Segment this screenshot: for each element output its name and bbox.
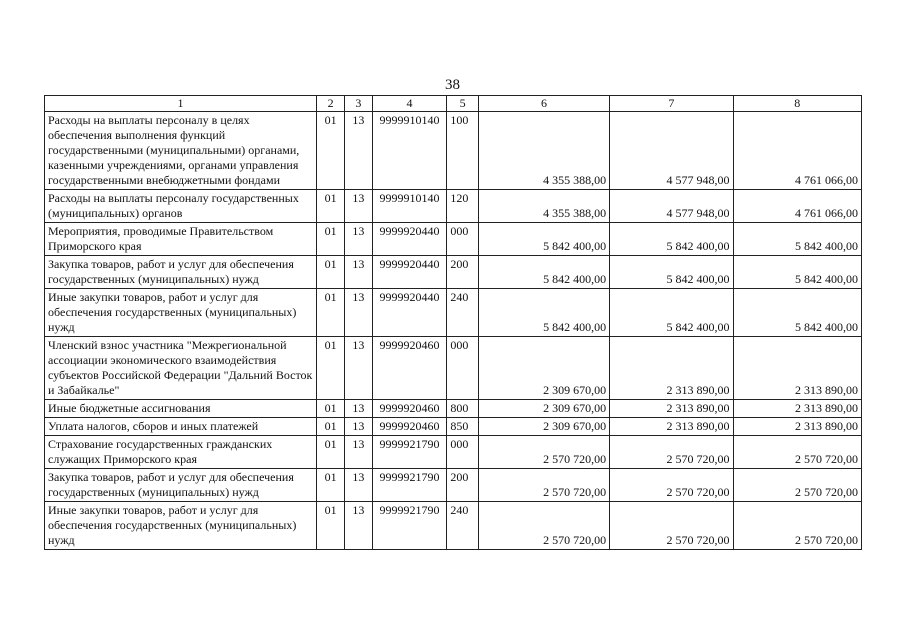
budget-table xyxy=(44,95,862,550)
amount-col-7: 5 842 400,00 xyxy=(610,223,733,256)
amount-col-8: 2 313 890,00 xyxy=(733,337,861,400)
column-header: 2 xyxy=(316,96,344,112)
amount-col-7: 2 570 720,00 xyxy=(610,436,733,469)
table-row xyxy=(45,418,862,436)
amount-col-7: 4 577 948,00 xyxy=(610,190,733,223)
amount-col-6: 4 355 388,00 xyxy=(478,190,609,223)
amount-col-7: 2 313 890,00 xyxy=(610,337,733,400)
amount-col-7: 2 570 720,00 xyxy=(610,502,733,550)
amount-col-7: 2 570 720,00 xyxy=(610,469,733,502)
amount-col-8: 4 761 066,00 xyxy=(733,190,861,223)
amount-col-8: 2 313 890,00 xyxy=(733,400,861,418)
expense-type-code: 000 xyxy=(447,436,478,469)
amount-col-6: 2 570 720,00 xyxy=(478,469,609,502)
page-number: 38 xyxy=(445,77,460,93)
expense-type-code: 200 xyxy=(447,256,478,289)
row-name: Расходы на выплаты персоналу государственных (муниципальных) органов xyxy=(45,190,317,223)
column-header: 8 xyxy=(733,96,861,112)
amount-col-7: 2 313 890,00 xyxy=(610,400,733,418)
subsection-code: 13 xyxy=(345,418,372,436)
target-item-code: 9999910140 xyxy=(372,112,447,190)
amount-col-6: 5 842 400,00 xyxy=(478,289,609,337)
table-row xyxy=(45,337,862,400)
amount-col-6: 2 570 720,00 xyxy=(478,502,609,550)
amount-col-7: 5 842 400,00 xyxy=(610,256,733,289)
target-item-code: 9999921790 xyxy=(372,436,447,469)
amount-col-6: 4 355 388,00 xyxy=(478,112,609,190)
expense-type-code: 100 xyxy=(447,112,478,190)
row-name: Мероприятия, проводимые Правительством Приморского края xyxy=(45,223,317,256)
amount-col-7: 2 313 890,00 xyxy=(610,418,733,436)
table-row xyxy=(45,469,862,502)
subsection-code: 13 xyxy=(345,469,372,502)
section-code: 01 xyxy=(316,400,344,418)
subsection-code: 13 xyxy=(345,112,372,190)
column-number-row xyxy=(45,96,862,112)
column-header: 7 xyxy=(610,96,733,112)
row-name: Закупка товаров, работ и услуг для обеспечения государственных (муниципальных) нужд xyxy=(45,469,317,502)
table-body xyxy=(45,96,862,550)
subsection-code: 13 xyxy=(345,502,372,550)
amount-col-7: 4 577 948,00 xyxy=(610,112,733,190)
table-row xyxy=(45,223,862,256)
row-name: Страхование государственных гражданских служащих Приморского края xyxy=(45,436,317,469)
amount-col-6: 5 842 400,00 xyxy=(478,223,609,256)
column-header: 1 xyxy=(45,96,317,112)
row-name: Уплата налогов, сборов и иных платежей xyxy=(45,418,317,436)
expense-type-code: 000 xyxy=(447,223,478,256)
section-code: 01 xyxy=(316,289,344,337)
row-name: Членский взнос участника "Межрегиональной ассоциации экономического взаимодействия субъектов Российской Федерации "Дальний Восток и Забайкалье" xyxy=(45,337,317,400)
section-code: 01 xyxy=(316,337,344,400)
expense-type-code: 850 xyxy=(447,418,478,436)
section-code: 01 xyxy=(316,223,344,256)
target-item-code: 9999920440 xyxy=(372,256,447,289)
amount-col-6: 2 309 670,00 xyxy=(478,400,609,418)
target-item-code: 9999921790 xyxy=(372,502,447,550)
amount-col-6: 2 309 670,00 xyxy=(478,418,609,436)
table-row xyxy=(45,256,862,289)
amount-col-8: 2 313 890,00 xyxy=(733,418,861,436)
amount-col-8: 5 842 400,00 xyxy=(733,256,861,289)
expense-type-code: 240 xyxy=(447,289,478,337)
expense-type-code: 200 xyxy=(447,469,478,502)
amount-col-8: 2 570 720,00 xyxy=(733,502,861,550)
row-name: Расходы на выплаты персоналу в целях обеспечения выполнения функций государственными (муниципальными) органами, казенными учреждениями, органами управления государственными внебюджетными фондами xyxy=(45,112,317,190)
subsection-code: 13 xyxy=(345,256,372,289)
subsection-code: 13 xyxy=(345,436,372,469)
section-code: 01 xyxy=(316,469,344,502)
table-row xyxy=(45,400,862,418)
amount-col-6: 5 842 400,00 xyxy=(478,256,609,289)
amount-col-6: 2 570 720,00 xyxy=(478,436,609,469)
column-header: 6 xyxy=(478,96,609,112)
table-row xyxy=(45,436,862,469)
target-item-code: 9999921790 xyxy=(372,469,447,502)
row-name: Закупка товаров, работ и услуг для обеспечения государственных (муниципальных) нужд xyxy=(45,256,317,289)
section-code: 01 xyxy=(316,502,344,550)
subsection-code: 13 xyxy=(345,289,372,337)
subsection-code: 13 xyxy=(345,190,372,223)
column-header: 5 xyxy=(447,96,478,112)
expense-type-code: 000 xyxy=(447,337,478,400)
column-header: 3 xyxy=(345,96,372,112)
amount-col-6: 2 309 670,00 xyxy=(478,337,609,400)
target-item-code: 9999920440 xyxy=(372,223,447,256)
table-row xyxy=(45,112,862,190)
expense-type-code: 120 xyxy=(447,190,478,223)
subsection-code: 13 xyxy=(345,337,372,400)
table-row xyxy=(45,190,862,223)
column-header: 4 xyxy=(372,96,447,112)
row-name: Иные закупки товаров, работ и услуг для обеспечения государственных (муниципальных) нужд xyxy=(45,502,317,550)
expense-type-code: 240 xyxy=(447,502,478,550)
target-item-code: 9999910140 xyxy=(372,190,447,223)
row-name: Иные бюджетные ассигнования xyxy=(45,400,317,418)
target-item-code: 9999920460 xyxy=(372,337,447,400)
amount-col-8: 5 842 400,00 xyxy=(733,289,861,337)
amount-col-7: 5 842 400,00 xyxy=(610,289,733,337)
amount-col-8: 2 570 720,00 xyxy=(733,469,861,502)
subsection-code: 13 xyxy=(345,400,372,418)
section-code: 01 xyxy=(316,256,344,289)
amount-col-8: 5 842 400,00 xyxy=(733,223,861,256)
row-name: Иные закупки товаров, работ и услуг для обеспечения государственных (муниципальных) нужд xyxy=(45,289,317,337)
amount-col-8: 2 570 720,00 xyxy=(733,436,861,469)
expense-type-code: 800 xyxy=(447,400,478,418)
amount-col-8: 4 761 066,00 xyxy=(733,112,861,190)
subsection-code: 13 xyxy=(345,223,372,256)
target-item-code: 9999920460 xyxy=(372,418,447,436)
section-code: 01 xyxy=(316,418,344,436)
target-item-code: 9999920440 xyxy=(372,289,447,337)
table-row xyxy=(45,502,862,550)
section-code: 01 xyxy=(316,436,344,469)
table-row xyxy=(45,289,862,337)
section-code: 01 xyxy=(316,190,344,223)
section-code: 01 xyxy=(316,112,344,190)
target-item-code: 9999920460 xyxy=(372,400,447,418)
